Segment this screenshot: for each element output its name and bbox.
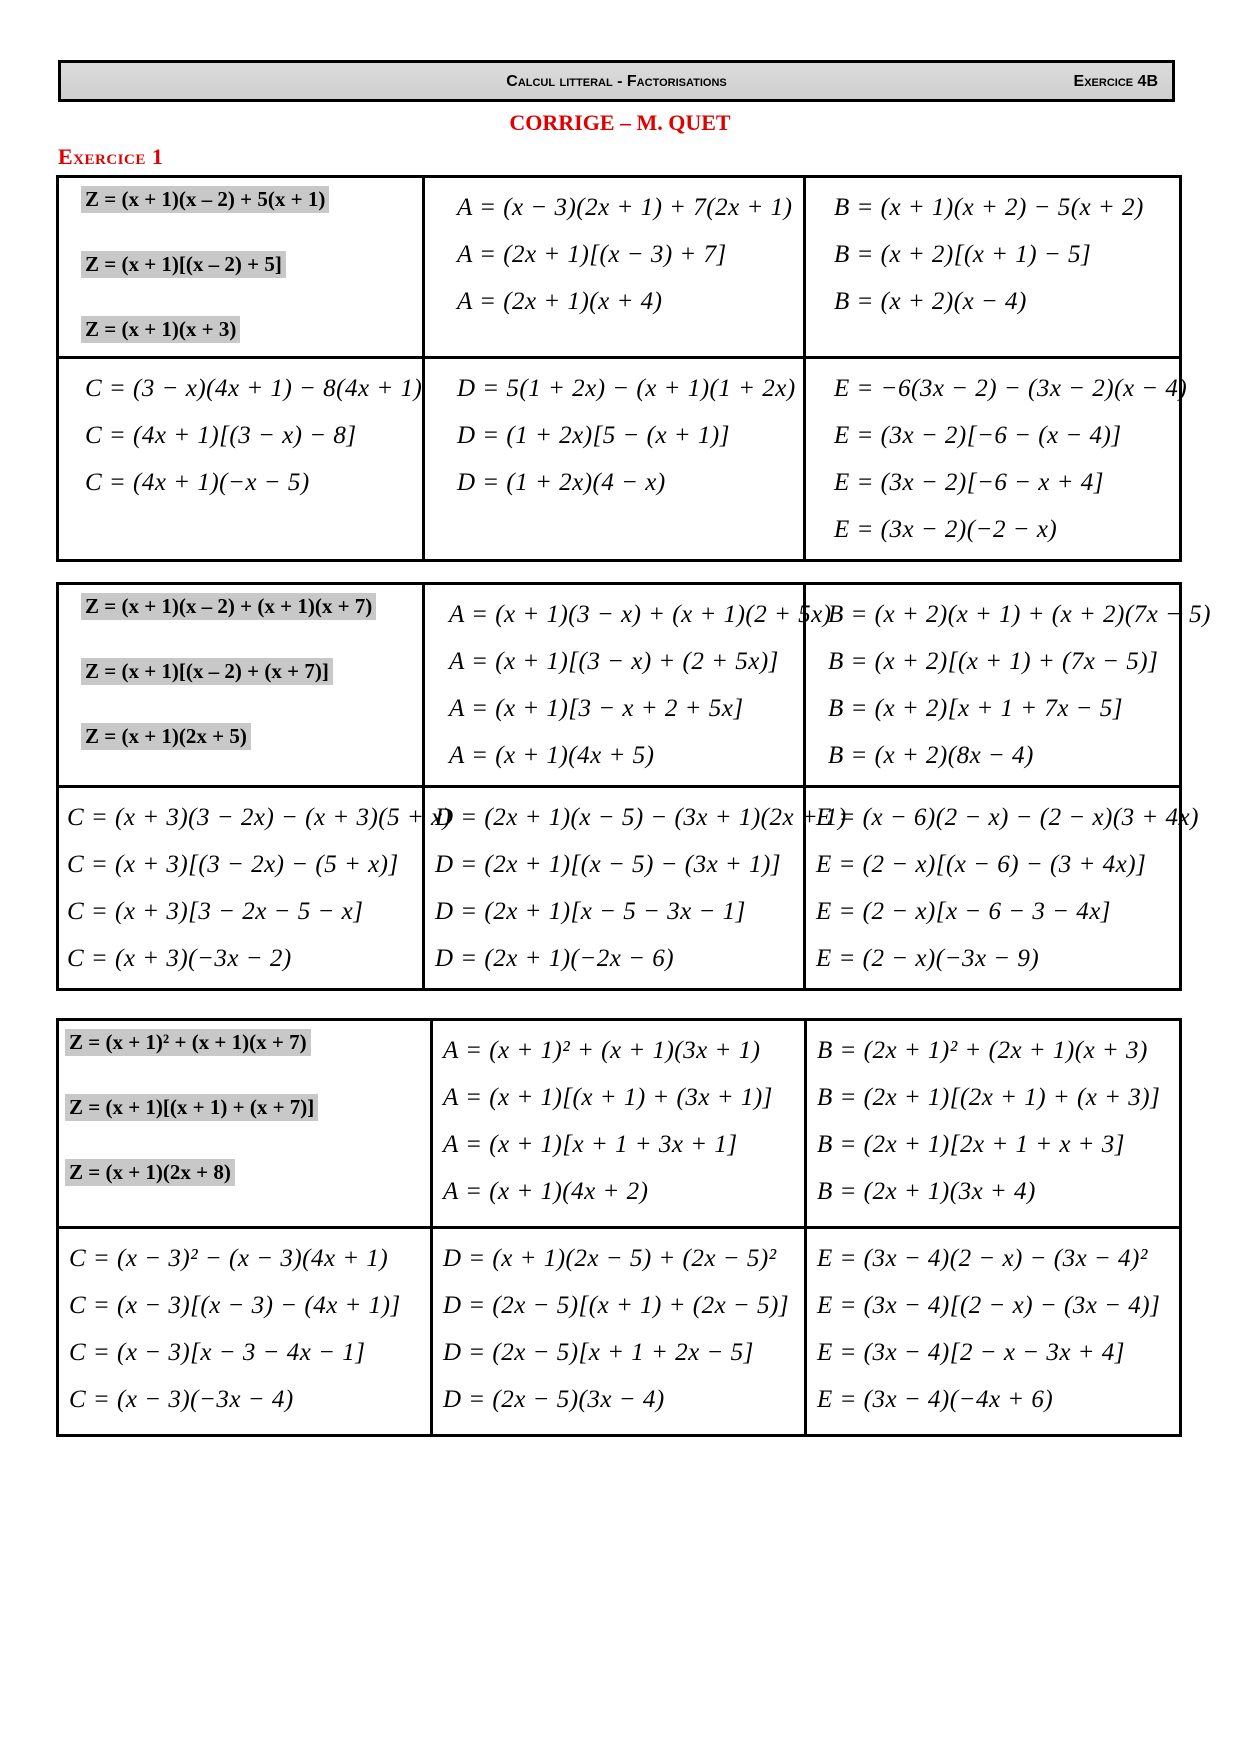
z-line: Z = (x + 1)(2x + 8) [65, 1159, 235, 1186]
math-line: D = (x + 1)(2x − 5) + (2x − 5)² [443, 1245, 777, 1272]
math-line: B = (x + 2)[(x + 1) − 5] [834, 241, 1092, 268]
z-line: Z = (x + 1)² + (x + 1)(x + 7) [65, 1029, 311, 1056]
math-line: D = (2x + 1)(−2x − 6) [435, 945, 675, 972]
z-line: Z = (x + 1)[(x – 2) + (x + 7)] [81, 658, 333, 685]
cell-a [424, 177, 805, 358]
z-line: Z = (x + 1)(x – 2) + (x + 1)(x + 7) [81, 593, 376, 620]
math-line: D = (2x + 1)[(x − 5) − (3x + 1)] [435, 851, 782, 878]
math-line: E = (2 − x)[(x − 6) − (3 + 4x)] [816, 851, 1147, 878]
exercise-table-3 [56, 1018, 1182, 1437]
math-line: A = (x + 1)² + (x + 1)(3x + 1) [443, 1037, 761, 1064]
document-header [58, 60, 1175, 102]
math-line: A = (x + 1)[(x + 1) + (3x + 1)] [443, 1084, 773, 1111]
cell-c [58, 1228, 432, 1436]
math-line: B = (x + 2)[(x + 1) + (7x − 5)] [828, 648, 1159, 675]
math-line: E = (x − 6)(2 − x) − (2 − x)(3 + 4x) [816, 804, 1199, 831]
math-line: B = (x + 2)(x − 4) [834, 288, 1027, 315]
cell-e [805, 358, 1188, 561]
math-line: D = 5(1 + 2x) − (x + 1)(1 + 2x) [457, 375, 796, 402]
cell-b [805, 177, 1181, 358]
math-line: E = (3x − 4)(−4x + 6) [817, 1386, 1054, 1413]
math-line: A = (2x + 1)(x + 4) [457, 288, 663, 315]
math-line: B = (2x + 1)[(2x + 1) + (x + 3)] [817, 1084, 1161, 1111]
cell-c [58, 358, 424, 561]
cell-d [424, 787, 847, 990]
header-title: Calcul litteral - Factorisations [506, 73, 727, 90]
z-line: Z = (x + 1)(x – 2) + 5(x + 1) [81, 186, 329, 213]
cell-b [806, 1020, 1181, 1228]
math-line: E = (3x − 4)[2 − x − 3x + 4] [817, 1339, 1126, 1366]
math-line: D = (2x + 1)[x − 5 − 3x − 1] [435, 898, 746, 925]
z-line: Z = (x + 1)(2x + 5) [81, 723, 251, 750]
math-line: B = (2x + 1)[2x + 1 + x + 3] [817, 1131, 1126, 1158]
cell-z [58, 584, 424, 787]
z-line: Z = (x + 1)[(x + 1) + (x + 7)] [65, 1094, 318, 1121]
cell-d [424, 358, 805, 561]
math-line: A = (x + 1)(4x + 5) [449, 742, 655, 769]
math-line: C = (x − 3)(−3x − 4) [69, 1386, 294, 1413]
math-line: D = (2x − 5)[(x + 1) + (2x − 5)] [443, 1292, 790, 1319]
cell-e [806, 1228, 1181, 1436]
math-line: E = (3x − 2)(−2 − x) [834, 516, 1058, 543]
math-line: B = (x + 2)(8x − 4) [828, 742, 1034, 769]
math-line: C = (x − 3)² − (x − 3)(4x + 1) [69, 1245, 389, 1272]
exercise-table-2 [56, 582, 1211, 991]
math-line: C = (x + 3)(3 − 2x) − (x + 3)(5 + x) [67, 804, 452, 831]
math-line: A = (x + 1)(4x + 2) [443, 1178, 649, 1205]
cell-z [58, 1020, 432, 1228]
math-line: D = (2x + 1)(x − 5) − (3x + 1)(2x + 1) [435, 804, 847, 831]
math-line: E = (2 − x)[x − 6 − 3 − 4x] [816, 898, 1112, 925]
math-line: C = (x − 3)[x − 3 − 4x − 1] [69, 1339, 366, 1366]
header-exercise-number: Exercice 4B [1073, 73, 1158, 90]
math-line: B = (2x + 1)² + (2x + 1)(x + 3) [817, 1037, 1148, 1064]
cell-z [58, 177, 424, 358]
exercise-table-1 [56, 175, 1188, 562]
math-line: E = (3x − 2)[−6 − (x − 4)] [834, 422, 1122, 449]
math-line: A = (x + 1)[(3 − x) + (2 + 5x)] [449, 648, 779, 675]
math-line: D = (1 + 2x)(4 − x) [457, 469, 666, 496]
math-line: E = (2 − x)(−3x − 9) [816, 945, 1040, 972]
math-line: D = (2x − 5)[x + 1 + 2x − 5] [443, 1339, 754, 1366]
math-line: D = (1 + 2x)[5 − (x + 1)] [457, 422, 730, 449]
math-line: E = −6(3x − 2) − (3x − 2)(x − 4) [834, 375, 1188, 402]
document-subtitle: CORRIGE – M. QUET [509, 110, 731, 135]
math-line: A = (x + 1)[3 − x + 2 + 5x] [449, 695, 744, 722]
math-line: B = (x + 2)[x + 1 + 7x − 5] [828, 695, 1124, 722]
math-line: C = (4x + 1)(−x − 5) [85, 469, 310, 496]
math-line: C = (4x + 1)[(3 − x) − 8] [85, 422, 357, 449]
cell-b [805, 584, 1211, 787]
math-line: A = (x + 1)[x + 1 + 3x + 1] [443, 1131, 738, 1158]
math-line: D = (2x − 5)(3x − 4) [443, 1386, 665, 1413]
math-line: B = (2x + 1)(3x + 4) [817, 1178, 1036, 1205]
math-line: E = (3x − 4)(2 − x) − (3x − 4)² [817, 1245, 1148, 1272]
cell-a [432, 1020, 806, 1228]
math-line: C = (x + 3)[3 − 2x − 5 − x] [67, 898, 364, 925]
math-line: C = (x + 3)[(3 − 2x) − (5 + x)] [67, 851, 399, 878]
math-line: B = (x + 2)(x + 1) + (x + 2)(7x − 5) [828, 601, 1211, 628]
math-line: E = (3x − 2)[−6 − x + 4] [834, 469, 1104, 496]
math-line: A = (x + 1)(3 − x) + (x + 1)(2 + 5x) [449, 601, 832, 628]
math-line: B = (x + 1)(x + 2) − 5(x + 2) [834, 194, 1144, 221]
math-line: C = (x + 3)(−3x − 2) [67, 945, 292, 972]
math-line: A = (x − 3)(2x + 1) + 7(2x + 1) [457, 194, 793, 221]
z-line: Z = (x + 1)[(x – 2) + 5] [81, 251, 286, 278]
z-line: Z = (x + 1)(x + 3) [81, 316, 240, 343]
math-line: C = (3 − x)(4x + 1) − 8(4x + 1) [85, 375, 423, 402]
cell-c [58, 787, 452, 990]
cell-e [805, 787, 1199, 990]
cell-a [424, 584, 832, 787]
math-line: C = (x − 3)[(x − 3) − (4x + 1)] [69, 1292, 401, 1319]
exercise-label: Exercice 1 [58, 144, 164, 169]
math-line: A = (2x + 1)[(x − 3) + 7] [457, 241, 727, 268]
cell-d [432, 1228, 806, 1436]
math-line: E = (3x − 4)[(2 − x) − (3x − 4)] [817, 1292, 1161, 1319]
